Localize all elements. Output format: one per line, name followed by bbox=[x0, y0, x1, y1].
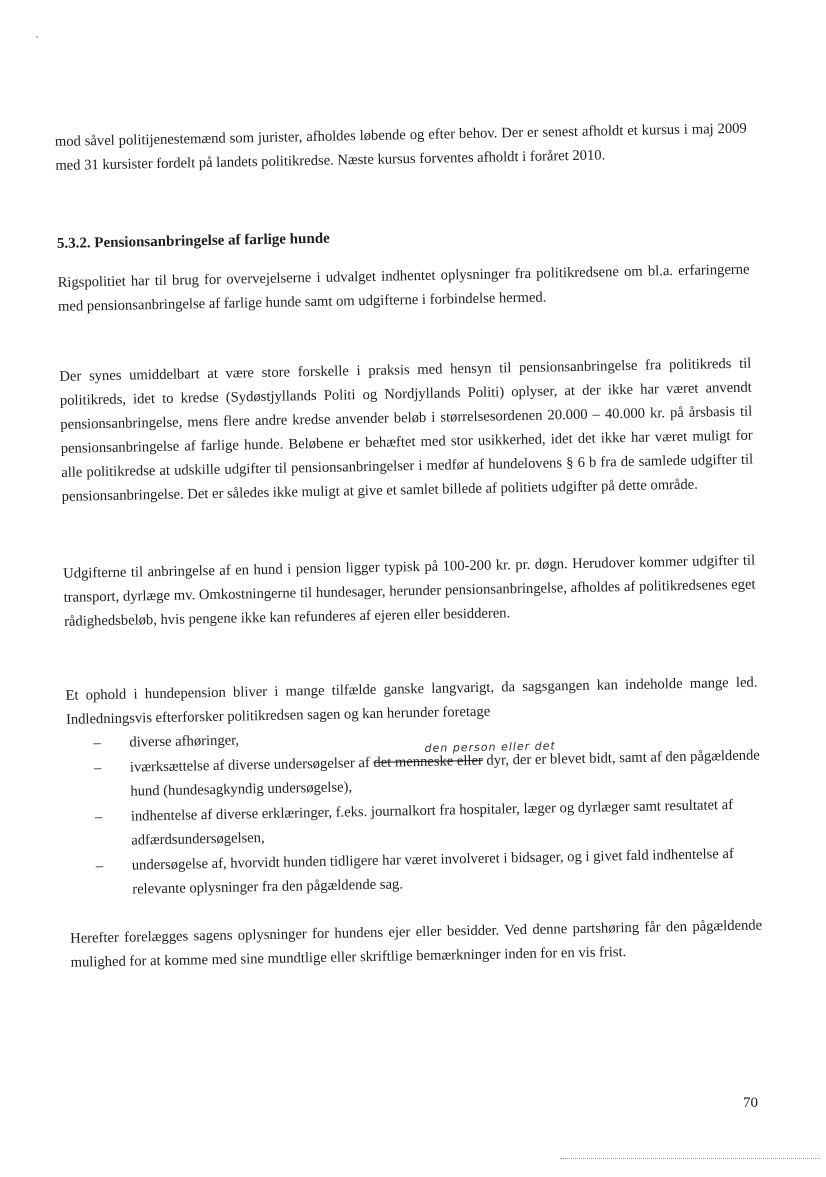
investigation-steps-list bbox=[79, 719, 762, 904]
list-dash: – bbox=[94, 809, 103, 826]
scan-artifact-line bbox=[560, 1158, 820, 1159]
list-dash: – bbox=[93, 760, 102, 777]
paragraph-stay-duration: Et ophold i hundepension bliver i mange tilfælde ganske langvarigt, da sagsgangen kan indeholde mange led. Indledningsvis efterforsker politikredsen sagen og kan herunder foretage bbox=[65, 674, 758, 728]
section-heading: 5.3.2. Pensionsanbringelse af farlige hunde bbox=[56, 230, 330, 252]
paragraph-hearing: Herefter forelægges sagens oplysninger for hundens ejer eller besidder. Ved denne partshøring får den pågældende mulighed for at komme med sine mundtlige eller skriftlige bemærkninger inden for en vis frist. bbox=[70, 917, 763, 971]
list-item-text: iværksættelse af diverse undersøgelser af bbox=[129, 754, 374, 776]
paragraph-expenses: Udgifterne til anbringelse af en hund i pension ligger typisk på 100-200 kr. pr. døgn. Herudover kommer udgifter til transport, dyrlæge mv. Omkostningerne til hundesager, herunder pensionsanbringelse, afholdes af politikredsenes eget rådighedsbeløb, hvis pengene ikke kan refunderes af ejeren eller besidderen. bbox=[63, 552, 756, 630]
list-item-text-cont: dyr, der er blevet bidt, samt af den pågældende hund (hundesagkyndig undersøgelse), bbox=[130, 747, 760, 800]
list-dash: – bbox=[93, 735, 101, 752]
paragraph-course-info: mod såvel politijenestemænd som jurister, afholdes løbende og efter behov. Der er senest afholdt et kursus i maj 2009 med 31 kursister fordelt på landets politikredse. Næste kursus forventes afholdt i foråret 2010. bbox=[54, 120, 747, 174]
paragraph-rigspolitiet: Rigspolitiet har til brug for overvejelserne i udvalget indhentet oplysninger fra politikredsene om bl.a. erfaringerne med pensionsanbringelse af farlige hunde samt om udgifterne i forbindelse hermed. bbox=[57, 261, 750, 315]
list-dash: – bbox=[95, 858, 104, 875]
handwritten-correction: den person eller det bbox=[424, 739, 556, 755]
list-item-text: indhentelse af diverse erklæringer, f.eks. journalkort fra hospitaler, læger og dyrlæger samt resultatet af adfærdsundersøgelsen, bbox=[130, 797, 734, 849]
list-item-text: undersøgelse af, hvorvidt hunden tidligere har været involveret i bidsager, og i givet fald indhentelse af relevante oplysninger fra den pågældende sag. bbox=[131, 846, 734, 898]
struck-text: det menneske eller bbox=[373, 752, 483, 771]
list-item-text: diverse afhøringer, bbox=[129, 732, 240, 751]
page-number: 70 bbox=[743, 1095, 758, 1111]
paragraph-practice-differences: Der synes umiddelbart at være store forskelle i praksis med hensyn til pensionsanbringelse fra politikreds til politikreds, idet to kredse (Sydøstjyllands Politi og Nordjyllands Politi) oplyser, at der ikke har været anvendt pensionsanbringelse, mens flere andre kredse anvender beløb i størrelsesordenen 20.000 – 40.000 kr. på årsbasis til pensionsanbringelse af farlige hunde. Beløbene er behæftet med stor usikkerhed, idet det ikke har været muligt for alle politikredse at udskille udgifter til pensionsanbringelser i medfør af hundelovens § 6 b fra de samlede udgifter til pensionsanbringelse. Det er således ikke muligt at give et samlet billede af politiets udgifter på dette område. bbox=[59, 355, 754, 505]
